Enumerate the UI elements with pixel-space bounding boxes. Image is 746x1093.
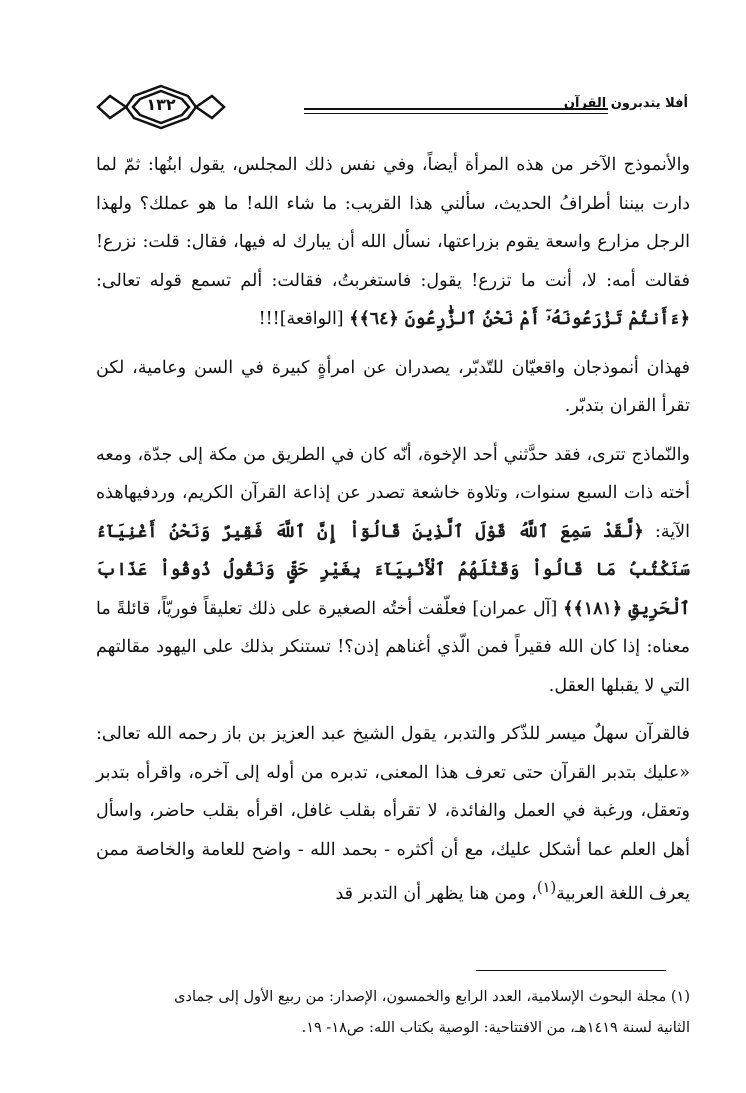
quran-verse-waqiah: ﴿ءَأَنتُمْ تَزْرَعُونَهُۥٓ أَمْ نَحْنُ ٱلزَّٰرِعُونَ ﴿٦٤﴾﴾	[349, 309, 690, 329]
paragraph-2: فهذان أنموذجان واقعيّان للتّدبّر، يصدران عن امرأةٍ كبيرة في السن وعامية، لكن تقرأ القران بتدبّر.	[96, 357, 690, 416]
footnote-line-2: الثانية لسنة ١٤١٩هـ، من الافتتاحية: الوصية بكتاب الله: ص١٨- ١٩.	[301, 1020, 690, 1036]
footnote-rule	[476, 970, 666, 971]
footnote-line-1: (١) مجلة البحوث الإسلامية، العدد الرابع والخمسون، الإصدار: من ربيع الأول إلى جمادى	[174, 989, 690, 1005]
surah-ref-waqiah: [الواقعة]!!!	[258, 309, 344, 329]
header-rule-thin	[304, 113, 608, 114]
paragraph-1	[96, 146, 690, 339]
footnote-ref: (١)	[536, 879, 557, 896]
paragraph-3-text: والنّماذج تترى، فقد حدَّثني أحد الإخوة، أنّه كان في الطريق من مكة إلى جدّة، ومعه أخته ذات السبع سنوات، وتلاوة خاشعة تصدر عن إذاعة القرآن الكريم، وردفيهاهذه الآية:	[96, 444, 690, 542]
header-rule	[304, 108, 608, 110]
paragraph-1-text: والأنموذج الآخر من هذه المرأة أيضاً، وفي نفس ذلك المجلس، يقول ابنُها: ثمّ لما دارت بيننا أطرافُ الحديث، سألني هذا القريب: ما شاء الله! ما هو عملك؟ ولهذا الرجل مزارع واسعة يقوم بزراعتها، نسأل الله أن يبارك له فيها، فقال: قلت: نزرع! فقالت أمه: لا، أنت ما تزرع! يقول: فاستغربتُ، فقالت: ألم تسمع قوله تعالى:	[96, 155, 690, 291]
quran-verse-al-imran: ﴿لَّقَدْ سَمِعَ ٱللَّهُ قَوْلَ ٱلَّذِينَ قَالُوٓاْ إِنَّ ٱللَّهَ فَقِيرٌ وَنَحْنُ أَغْنِيَآءُ سَنَكْتُبُ مَا قَالُواْ وَقَتْلَهُمُ ٱلْأَنۢبِيَآءَ بِغَيْرِ حَقٍّ وَنَقُولُ ذُوقُواْ عَذَابَ ٱلْحَرِيقِ ﴿١٨١﴾﴾	[96, 521, 690, 619]
paragraph-3-end: [آل عمران] فعلّقت أختُه الصغيرة على ذلك تعليقاً فوريّاً، قائلةً ما معناه: إذا كان الله فقيراً فمن الّذي أغناهم إذن؟! تستنكر بذلك على اليهود مقالتهم التي لا يقبلها العقل.	[96, 598, 690, 696]
body-text	[96, 146, 690, 913]
paragraph-4-text: فالقرآن سهلٌ ميسر للذّكر والتدبر، يقول الشيخ عبد العزيز بن باز رحمه الله تعالى: «عليك بتدبر القرآن حتى تعرف هذا المعنى، تدبره من أوله إلى آخره، واقرأه بتدبر وتعقل، ورغبة في العمل والفائدة، لا تقرأه بقلب غافل، اقرأه بقلب حاضر، واسأل أهل العلم عما أشكل عليك، مع أن أكثره - بحمد الله - واضح للعامة والخاصة ممن يعرف اللغة العربية	[96, 724, 690, 904]
page-number-ornament	[96, 84, 226, 130]
paragraph-4	[96, 715, 690, 913]
footnote	[96, 982, 690, 1044]
paragraph-3	[96, 436, 690, 706]
page-number: ١٣٢	[146, 95, 176, 114]
paragraph-4-end: ، ومن هنا يظهر أن التدبر قد	[335, 883, 537, 904]
page-header	[88, 84, 688, 130]
running-title: أفلا يتدبرون القرآن	[563, 96, 688, 111]
